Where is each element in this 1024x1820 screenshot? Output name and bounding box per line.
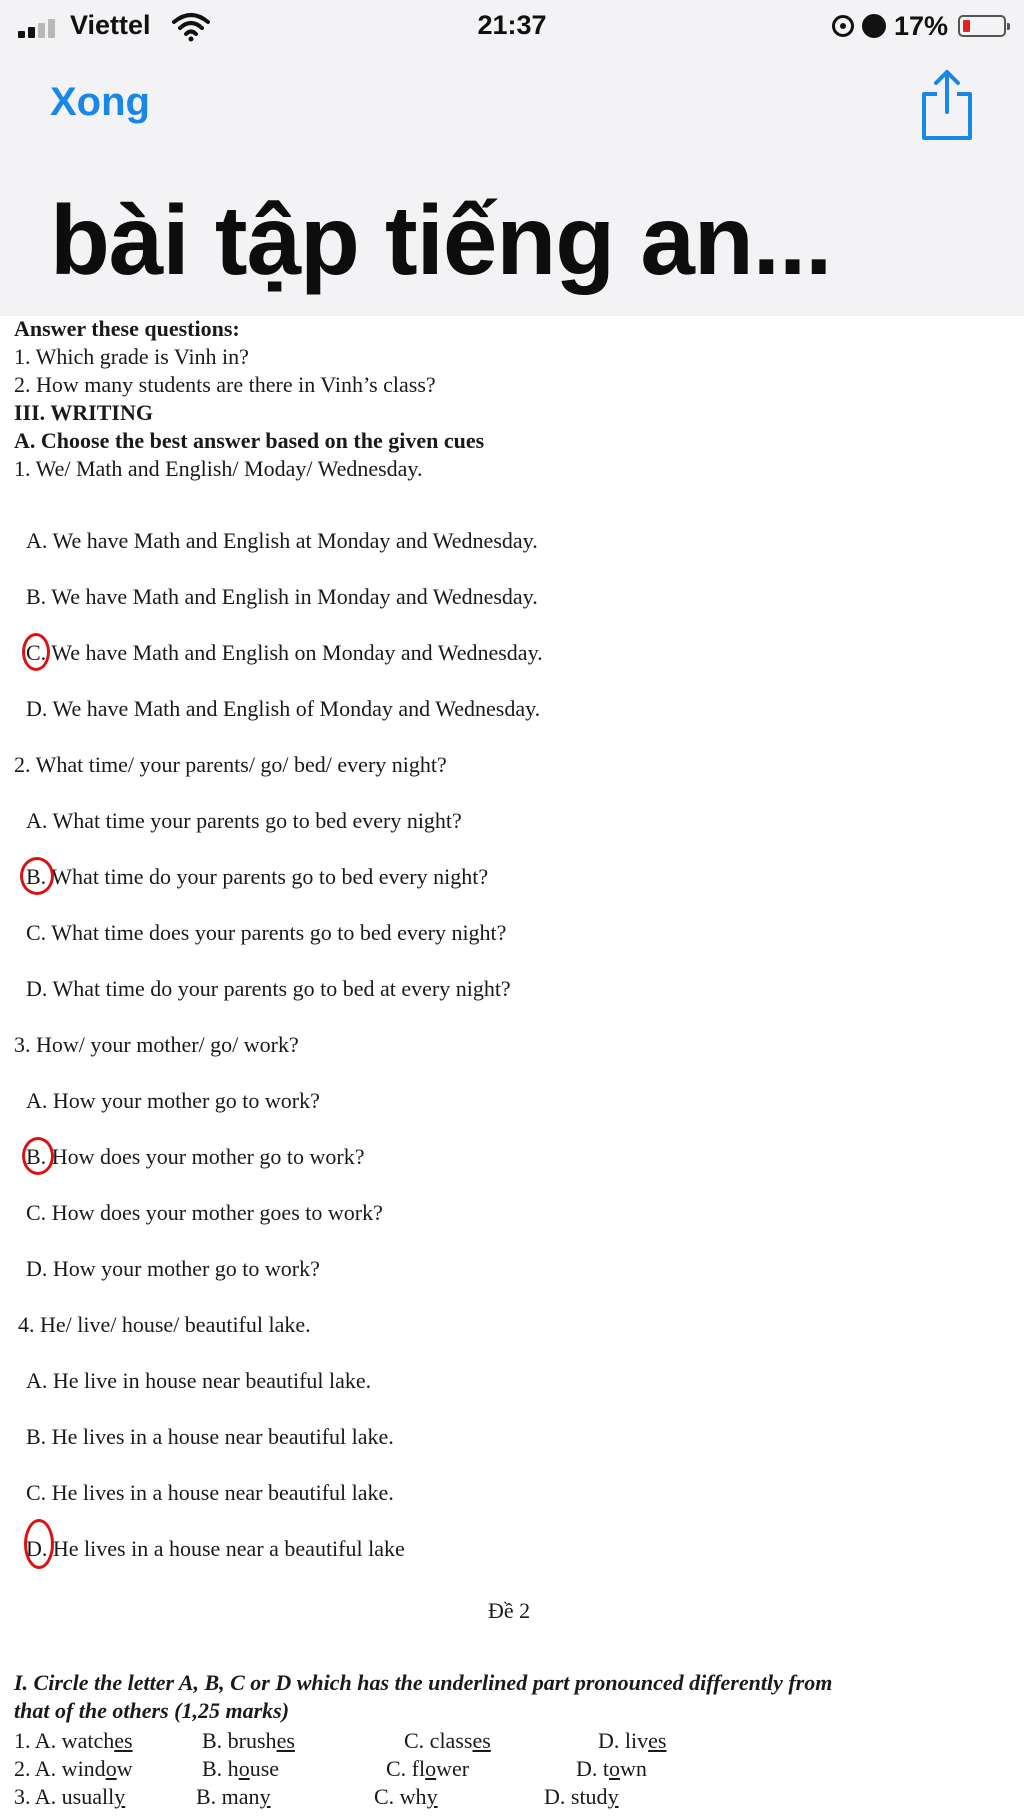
option-line bbox=[26, 920, 506, 946]
question-line: 2. How many students are there in Vinh’s class? bbox=[14, 372, 436, 397]
phonetic-option: A. watches bbox=[34, 1728, 133, 1753]
part-heading: A. Choose the best answer based on the given cues bbox=[14, 428, 485, 453]
row-number: 3. bbox=[14, 1784, 31, 1809]
phonetic-option: D. study bbox=[544, 1784, 619, 1809]
option-text: He lives in a house near beautiful lake. bbox=[46, 1480, 394, 1505]
option-text: What time does your parents go to bed every night? bbox=[46, 920, 507, 945]
status-time: 21:37 bbox=[477, 10, 547, 40]
option-line bbox=[26, 1088, 320, 1114]
phonetic-row bbox=[14, 1784, 125, 1810]
option-text: How your mother go to work? bbox=[47, 1256, 320, 1281]
option-text: How your mother go to work? bbox=[47, 1088, 320, 1113]
option-line bbox=[26, 584, 538, 610]
option-text: We have Math and English at Monday and Wednesday. bbox=[47, 528, 538, 553]
option-text: What time do your parents go to bed every night? bbox=[46, 864, 489, 889]
document-page[interactable] bbox=[0, 316, 1024, 1820]
option-line bbox=[26, 864, 488, 890]
option-text: What time do your parents go to bed at every night? bbox=[47, 976, 511, 1001]
option-text: He live in house near beautiful lake. bbox=[47, 1368, 372, 1393]
option-text: How does your mother go to work? bbox=[46, 1144, 365, 1169]
option-letter: A. bbox=[26, 1088, 48, 1113]
option-text: We have Math and English on Monday and Wednesday. bbox=[46, 640, 543, 665]
phonetic-option: C. flower bbox=[386, 1756, 470, 1781]
option-letter: A. bbox=[26, 808, 48, 833]
item-prompt: 3. How/ your mother/ go/ work? bbox=[14, 1032, 299, 1057]
done-button[interactable]: Xong bbox=[50, 80, 150, 124]
option-letter: B. bbox=[26, 1424, 47, 1449]
item-prompt: 2. What time/ your parents/ go/ bed/ every night? bbox=[14, 752, 447, 777]
row-number: 2. bbox=[14, 1756, 31, 1781]
phonetic-option: D. lives bbox=[598, 1728, 667, 1753]
row-number: 1. bbox=[14, 1728, 31, 1753]
item-prompt: 4. He/ live/ house/ beautiful lake. bbox=[18, 1312, 311, 1337]
document-nav-bar bbox=[0, 52, 1024, 317]
phonetic-option: B. house bbox=[202, 1756, 280, 1781]
phonetic-option: A. window bbox=[34, 1756, 133, 1781]
phonetic-option: C. why bbox=[374, 1784, 438, 1809]
phonetic-option: C. classes bbox=[404, 1728, 491, 1753]
option-line bbox=[26, 1424, 394, 1450]
answer-heading: Answer these questions: bbox=[14, 316, 240, 341]
option-letter: D. bbox=[26, 1536, 48, 1561]
option-text: He lives in a house near beautiful lake. bbox=[46, 1424, 394, 1449]
answer-circle bbox=[22, 1137, 54, 1175]
option-letter: D. bbox=[26, 1256, 48, 1281]
phonetic-row bbox=[14, 1728, 133, 1754]
option-letter: D. bbox=[26, 976, 48, 1001]
phonetic-option: A. usually bbox=[34, 1784, 126, 1809]
battery-percent: 17% bbox=[893, 10, 948, 41]
option-line bbox=[26, 976, 511, 1002]
phonetic-option: D. town bbox=[576, 1756, 647, 1781]
answer-circle bbox=[20, 857, 54, 895]
part-one-heading-cont: that of the others (1,25 marks) bbox=[14, 1698, 290, 1723]
option-letter: B. bbox=[26, 584, 47, 609]
document-title: bài tập tiếng an... bbox=[50, 185, 832, 295]
option-line bbox=[26, 1256, 320, 1282]
option-line bbox=[26, 1200, 383, 1226]
option-line bbox=[26, 1480, 394, 1506]
battery-icon bbox=[958, 15, 1006, 37]
part-one-heading: I. Circle the letter A, B, C or D which has the underlined part pronounced differently from bbox=[14, 1670, 833, 1695]
option-letter: C. bbox=[26, 920, 47, 945]
item-prompt: 1. We/ Math and English/ Moday/ Wednesday. bbox=[14, 456, 423, 481]
option-letter: A. bbox=[26, 1368, 48, 1393]
option-letter: C. bbox=[26, 640, 47, 665]
battery-fill bbox=[963, 20, 970, 32]
option-line bbox=[26, 696, 540, 722]
option-line bbox=[26, 640, 543, 666]
option-line bbox=[26, 528, 538, 554]
option-text: We have Math and English in Monday and Wednesday. bbox=[46, 584, 538, 609]
alarm-icon bbox=[862, 14, 886, 38]
option-letter: A. bbox=[26, 528, 48, 553]
answer-circle bbox=[24, 1519, 54, 1569]
status-right-icons bbox=[832, 8, 1006, 44]
phonetic-row bbox=[14, 1756, 133, 1782]
option-text: He lives in a house near a beautiful lake bbox=[47, 1536, 405, 1561]
option-letter: B. bbox=[26, 1144, 47, 1169]
option-letter: C. bbox=[26, 1200, 47, 1225]
option-line bbox=[26, 1368, 371, 1394]
option-line bbox=[26, 808, 462, 834]
option-text: What time your parents go to bed every night? bbox=[47, 808, 462, 833]
carrier-name: Viettel bbox=[70, 10, 151, 40]
share-icon[interactable] bbox=[918, 68, 976, 144]
status-bar bbox=[0, 0, 1024, 52]
option-line bbox=[26, 1536, 405, 1562]
exam-label: Đề 2 bbox=[488, 1598, 531, 1623]
phonetic-option: B. many bbox=[196, 1784, 271, 1809]
phonetic-option: B. brushes bbox=[202, 1728, 295, 1753]
option-letter: D. bbox=[26, 696, 48, 721]
option-letter: B. bbox=[26, 864, 47, 889]
option-text: We have Math and English of Monday and Wednesday. bbox=[47, 696, 541, 721]
option-line bbox=[26, 1144, 365, 1170]
orientation-lock-icon bbox=[832, 15, 854, 37]
option-letter: C. bbox=[26, 1480, 47, 1505]
option-text: How does your mother goes to work? bbox=[46, 1200, 383, 1225]
answer-circle bbox=[22, 633, 50, 671]
question-line: 1. Which grade is Vinh in? bbox=[14, 344, 249, 369]
section-heading: III. WRITING bbox=[14, 400, 153, 425]
